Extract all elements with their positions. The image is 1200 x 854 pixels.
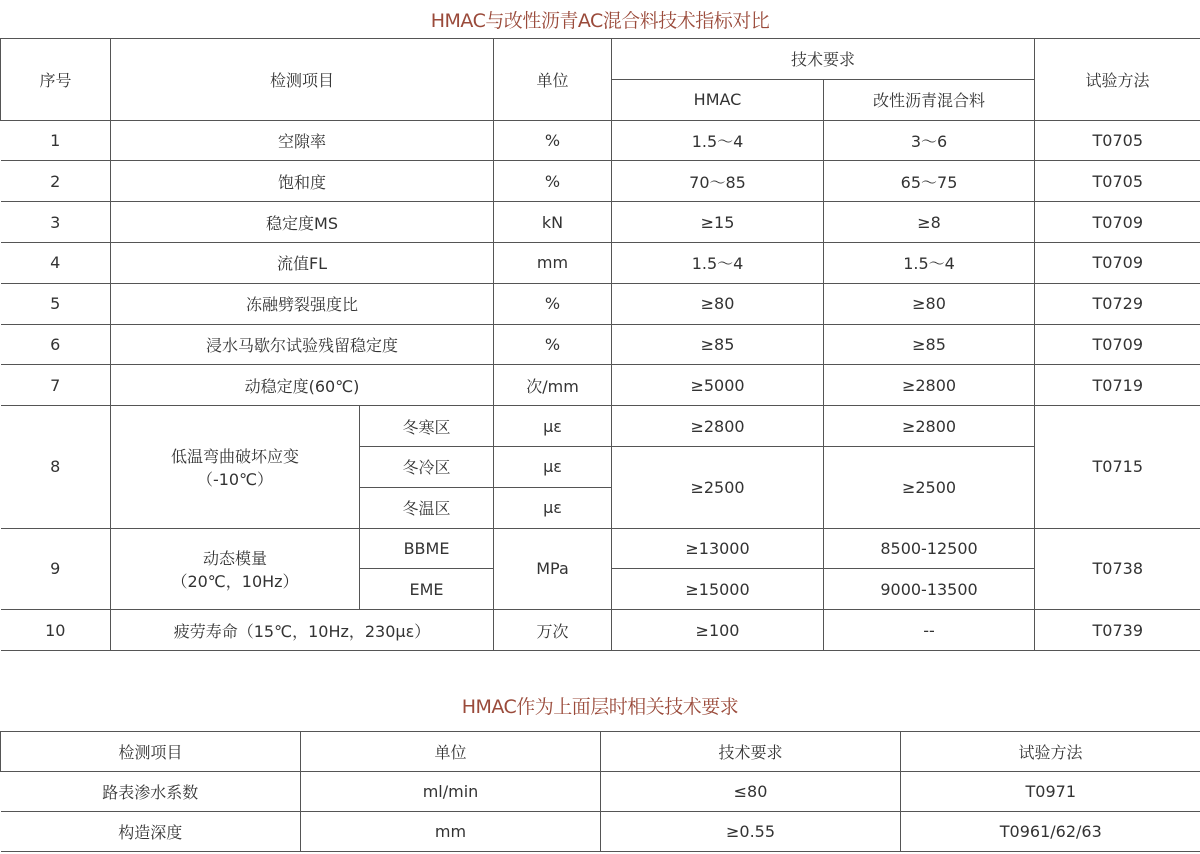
cell-unit: %	[494, 161, 612, 202]
cell-method: T0739	[1035, 610, 1200, 651]
cell-method: T0719	[1035, 365, 1200, 406]
header-tech-req: 技术要求	[601, 732, 901, 772]
cell-modified: ≥8	[824, 202, 1035, 243]
cell-no: 4	[1, 242, 111, 283]
cell-method: T0715	[1035, 406, 1200, 528]
header-method: 试验方法	[1035, 39, 1200, 121]
cell-modified: 65～75	[824, 161, 1035, 202]
cell-method: T0709	[1035, 242, 1200, 283]
cell-no: 9	[1, 528, 111, 610]
cell-item: 动稳定度(60℃)	[111, 365, 494, 406]
cell-no: 6	[1, 324, 111, 365]
indicator-comparison-table	[0, 38, 1200, 651]
table-row	[1, 528, 1200, 569]
cell-modified: ≥80	[824, 283, 1035, 324]
cell-method: T0971	[901, 772, 1200, 812]
cell-modified: 9000-13500	[824, 569, 1035, 610]
cell-unit: kN	[494, 202, 612, 243]
cell-unit: με	[494, 487, 612, 528]
table-row	[1, 812, 1200, 852]
header-item: 检测项目	[1, 732, 301, 772]
cell-modified: 1.5～4	[824, 242, 1035, 283]
cell-modified: 3～6	[824, 120, 1035, 161]
cell-no: 1	[1, 120, 111, 161]
cell-hmac: ≥85	[612, 324, 824, 365]
item-line2: （20℃，10Hz）	[171, 571, 299, 591]
cell-hmac: ≥5000	[612, 365, 824, 406]
cell-modified: ≥2500	[824, 446, 1035, 528]
cell-modified: ≥2800	[824, 365, 1035, 406]
header-tech-req: 技术要求	[612, 39, 1035, 80]
cell-item	[111, 406, 360, 528]
cell-method: T0729	[1035, 283, 1200, 324]
cell-modified: ≥2800	[824, 406, 1035, 447]
header-item: 检测项目	[111, 39, 494, 121]
cell-unit: 万次	[494, 610, 612, 651]
cell-modified: 8500-12500	[824, 528, 1035, 569]
cell-item: 疲劳寿命（15℃，10Hz，230με）	[111, 610, 494, 651]
table-row	[1, 283, 1200, 324]
item-line2: （-10℃）	[196, 469, 274, 489]
table-row	[1, 120, 1200, 161]
table-row	[1, 406, 1200, 447]
cell-hmac: ≥80	[612, 283, 824, 324]
cell-unit: ml/min	[301, 772, 601, 812]
cell-unit: mm	[301, 812, 601, 852]
cell-no: 8	[1, 406, 111, 528]
cell-method: T0705	[1035, 161, 1200, 202]
cell-zone: BBME	[360, 528, 494, 569]
header-modified: 改性沥青混合料	[824, 79, 1035, 120]
cell-method: T0705	[1035, 120, 1200, 161]
cell-unit: %	[494, 324, 612, 365]
cell-unit: με	[494, 406, 612, 447]
cell-item: 稳定度MS	[111, 202, 494, 243]
header-row-1	[1, 39, 1200, 80]
cell-method: T0738	[1035, 528, 1200, 610]
item-line1: 低温弯曲破坏应变	[170, 446, 299, 466]
table-row	[1, 324, 1200, 365]
cell-method: T0709	[1035, 324, 1200, 365]
cell-unit: %	[494, 120, 612, 161]
cell-modified: ≥85	[824, 324, 1035, 365]
cell-hmac: ≥100	[612, 610, 824, 651]
cell-zone: 冬温区	[360, 487, 494, 528]
cell-item	[111, 528, 360, 610]
cell-no: 10	[1, 610, 111, 651]
table-row	[1, 772, 1200, 812]
cell-zone: 冬冷区	[360, 446, 494, 487]
header-row	[1, 732, 1200, 772]
cell-item: 冻融劈裂强度比	[111, 283, 494, 324]
cell-zone: 冬寒区	[360, 406, 494, 447]
cell-item: 流值FL	[111, 242, 494, 283]
cell-no: 7	[1, 365, 111, 406]
cell-no: 3	[1, 202, 111, 243]
cell-hmac: ≥15000	[612, 569, 824, 610]
header-index: 序号	[1, 39, 111, 121]
cell-hmac: 70～85	[612, 161, 824, 202]
cell-no: 2	[1, 161, 111, 202]
surface-layer-requirements-table	[0, 731, 1200, 852]
table2-title: HMAC作为上面层时相关技术要求	[461, 696, 739, 718]
cell-hmac: ≥2800	[612, 406, 824, 447]
header-unit: 单位	[494, 39, 612, 121]
table-row	[1, 202, 1200, 243]
table-row	[1, 242, 1200, 283]
cell-item: 路表渗水系数	[1, 772, 301, 812]
cell-req: ≥0.55	[601, 812, 901, 852]
cell-hmac: ≥13000	[612, 528, 824, 569]
cell-unit: %	[494, 283, 612, 324]
header-method: 试验方法	[901, 732, 1200, 772]
cell-item: 空隙率	[111, 120, 494, 161]
cell-unit: 次/mm	[494, 365, 612, 406]
cell-zone: EME	[360, 569, 494, 610]
cell-method: T0709	[1035, 202, 1200, 243]
cell-modified: --	[824, 610, 1035, 651]
cell-hmac: ≥2500	[612, 446, 824, 528]
cell-unit: MPa	[494, 528, 612, 610]
item-line1: 动态模量	[202, 548, 267, 568]
cell-unit: με	[494, 446, 612, 487]
cell-unit: mm	[494, 242, 612, 283]
header-unit: 单位	[301, 732, 601, 772]
cell-method: T0961/62/63	[901, 812, 1200, 852]
cell-hmac: 1.5～4	[612, 242, 824, 283]
header-hmac: HMAC	[612, 79, 824, 120]
cell-item: 构造深度	[1, 812, 301, 852]
cell-hmac: ≥15	[612, 202, 824, 243]
table-row	[1, 610, 1200, 651]
cell-req: ≤80	[601, 772, 901, 812]
cell-item: 饱和度	[111, 161, 494, 202]
table-row	[1, 365, 1200, 406]
table-row	[1, 161, 1200, 202]
cell-hmac: 1.5～4	[612, 120, 824, 161]
table1-title: HMAC与改性沥青AC混合料技术指标对比	[430, 10, 770, 32]
cell-no: 5	[1, 283, 111, 324]
cell-item: 浸水马歇尔试验残留稳定度	[111, 324, 494, 365]
